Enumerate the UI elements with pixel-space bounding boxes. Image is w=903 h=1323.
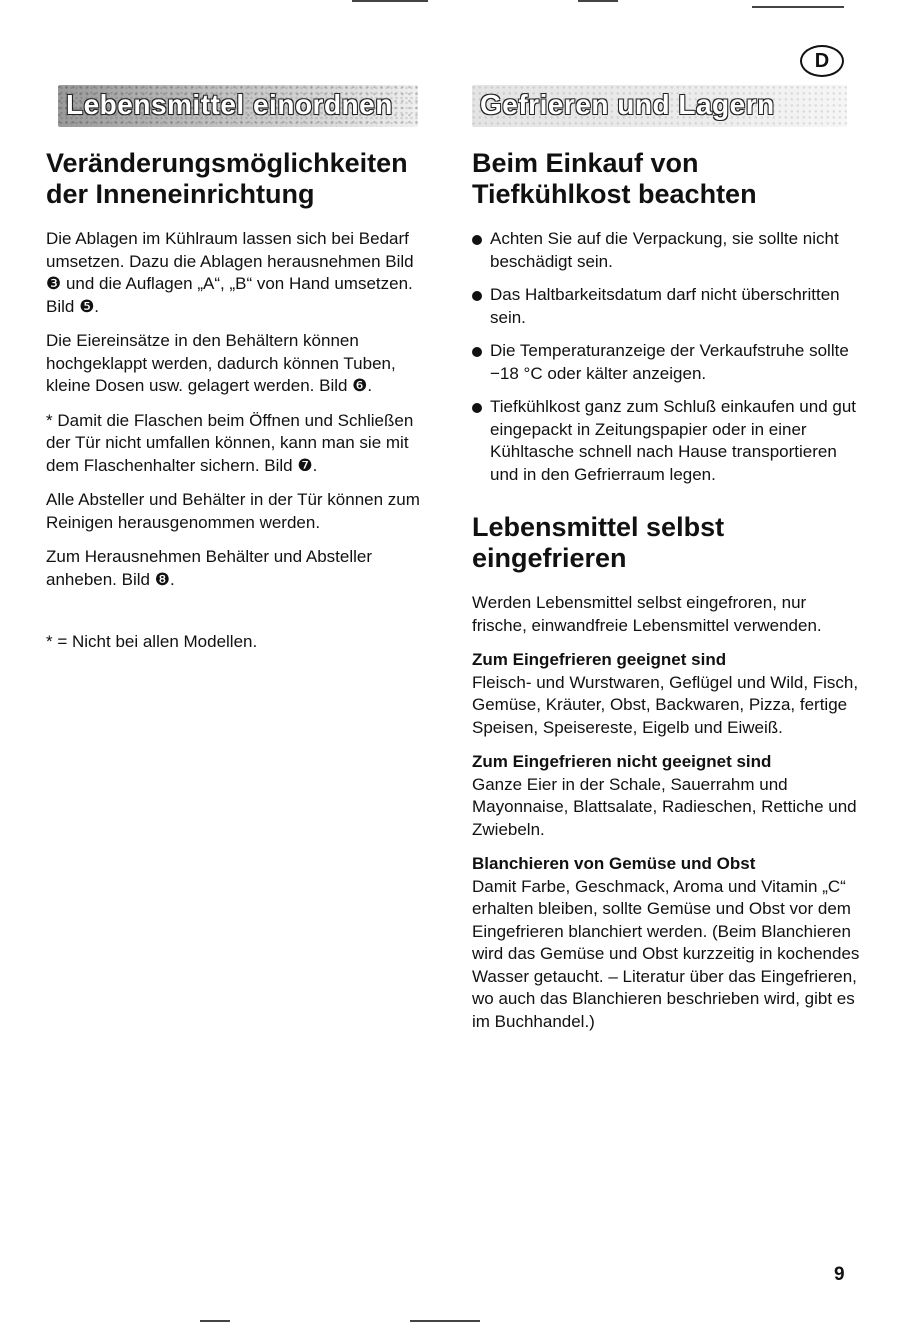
left-paragraph-4: Alle Absteller und Behälter in der Tür können zum Reinigen herausgenommen werden. xyxy=(46,490,420,532)
left-heading: Veränderungsmöglichkeiten der Inneneinrichtung xyxy=(46,148,408,209)
suitable-block xyxy=(472,649,862,739)
suitable-title: Zum Eingefrieren geeignet sind xyxy=(472,650,727,669)
right-column xyxy=(472,148,862,1045)
section-title-left: Lebensmittel einordnen xyxy=(66,89,393,120)
blanching-text: Damit Farbe, Geschmack, Aroma und Vitamin „C“ erhalten bleiben, sollte Gemüse und Obst vor dem Eingefrieren blanchiert werden. (Beim Blanchieren wird das Gemüse und Obst kurzzeitig in kochendes Wasser getaucht. – Literatur über das Eingefrieren, wo auch das Blanchieren beschrieben wird, gibt es im Buchhandel.) xyxy=(472,876,860,1031)
unsuitable-title: Zum Eingefrieren nicht geeignet sind xyxy=(472,752,772,771)
suitable-text: Fleisch- und Wurstwaren, Geflügel und Wild, Fisch, Gemüse, Kräuter, Obst, Backwaren, Pizza, fertige Speisen, Speisereste, Eigelb und Eiweiß. xyxy=(472,672,859,737)
scan-mark xyxy=(752,6,844,8)
right-heading-2: Lebensmittel selbst eingefrieren xyxy=(472,512,725,573)
blanching-title: Blanchieren von Gemüse und Obst xyxy=(472,854,756,873)
blanching-block xyxy=(472,853,862,1033)
unsuitable-block xyxy=(472,751,862,841)
section-band-right xyxy=(472,85,847,127)
left-paragraph-5: Zum Herausnehmen Behälter und Absteller anheben. Bild ❽. xyxy=(46,547,373,589)
left-column xyxy=(46,148,426,666)
footnote: * = Nicht bei allen Modellen. xyxy=(46,632,258,651)
scan-mark xyxy=(410,1320,480,1322)
right-heading-1: Beim Einkauf von Tiefkühlkost beachten xyxy=(472,148,757,209)
freezing-intro: Werden Lebensmittel selbst eingefroren, nur frische, einwandfreie Lebensmittel verwenden. xyxy=(472,593,822,635)
left-paragraph-2: Die Eiereinsätze in den Behältern können hochgeklappt werden, dadurch können Tuben, kleine Dosen usw. gelagert werden. Bild ❻. xyxy=(46,331,396,395)
scan-mark xyxy=(352,0,428,2)
bullet-item: Das Haltbarkeitsdatum darf nicht überschritten sein. xyxy=(472,284,862,329)
unsuitable-text: Ganze Eier in der Schale, Sauerrahm und Mayonnaise, Blattsalate, Radieschen, Rettiche und Zwiebeln. xyxy=(472,774,857,839)
section-title-right: Gefrieren und Lagern xyxy=(480,89,775,120)
language-badge: D xyxy=(800,45,844,77)
section-band-left xyxy=(58,85,418,127)
bullet-item: Tiefkühlkost ganz zum Schluß einkaufen und gut eingepackt in Zeitungspapier oder in einer Kühltasche schnell nach Hause transportieren und in den Gefrierraum legen. xyxy=(472,396,862,486)
page-number: 9 xyxy=(834,1264,845,1285)
shopping-bullets xyxy=(472,228,862,486)
scan-mark xyxy=(200,1320,230,1322)
left-paragraph-3: * Damit die Flaschen beim Öffnen und Schließen der Tür nicht umfallen können, kann man sie mit dem Flaschenhalter sichern. Bild ❼. xyxy=(46,410,414,475)
left-paragraph-1: Die Ablagen im Kühlraum lassen sich bei Bedarf umsetzen. Dazu die Ablagen herausnehmen Bild ❸ und die Auflagen „A“, „B“ von Hand umsetzen. Bild ❺. xyxy=(46,229,414,316)
scan-mark xyxy=(578,0,618,2)
bullet-item: Achten Sie auf die Verpackung, sie sollte nicht beschädigt sein. xyxy=(472,228,862,273)
bullet-item: Die Temperaturanzeige der Verkaufstruhe sollte −18 °C oder kälter anzeigen. xyxy=(472,340,862,385)
